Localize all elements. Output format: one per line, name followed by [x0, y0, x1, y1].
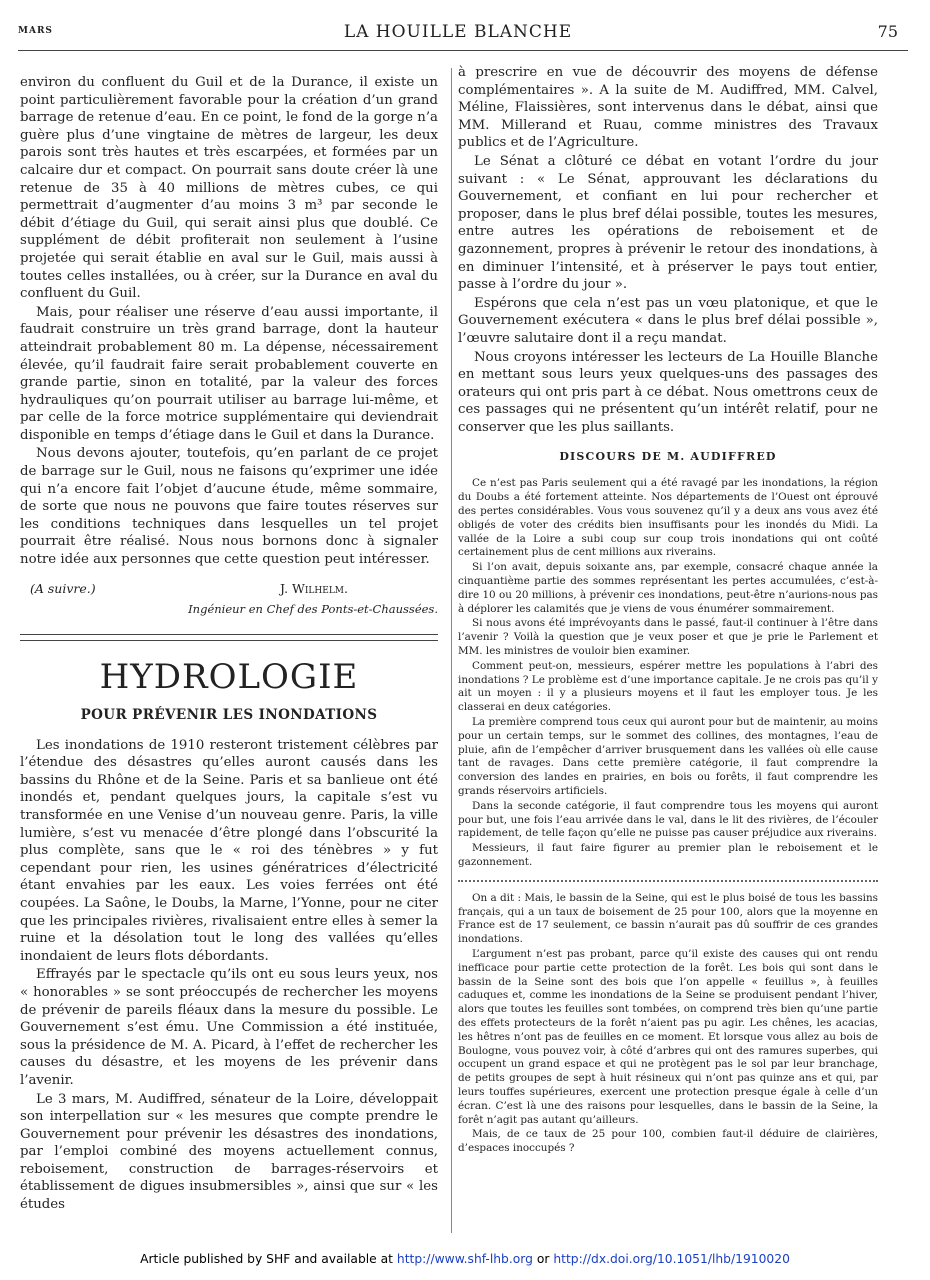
- paragraph: à prescrire en vue de découvrir des moyens de défense complémentaires ». A la suite de M. Audiffred, MM. Calvel, Méline, Flaissières, sont intervenus dans le débat, ainsi que MM. Millerand et Ruau, comme ministres des Travaux publics et de l’Agriculture.: [458, 65, 878, 151]
- page-header: [18, 20, 898, 44]
- header-rule: [18, 50, 908, 51]
- speech-paragraph: La première comprend tous ceux qui auront pour but de maintenir, au moins pour un certain temps, sur le sommet des collines, des montagnes, l’eau de pluie, afin de l’empêcher d’arriver brusquement dans les vallées où elle cause tant de ravages. Dans cette première catégorie, il faut comprendre la conversion des landes en prairies, en bois ou forêts, il faut comprendre les grands réservoirs artificiels.: [458, 716, 878, 797]
- paragraph: environ du confluent du Guil et de la Durance, il existe un point particulièrement favorable pour la création d’un grand barrage de retenue d’eau. En ce point, le fond de la gorge n’a guère plus d’une vingtaine de mètres de largeur, les deux parois sont très hautes et très escarpées, et formées par un calcaire dur et compact. On pourrait sans doute créer là une retenue de 35 à 40 millions de mètres cubes, ce qui permettrait d’augmenter d’au moins 3 m³ par seconde le débit d’étiage du Guil, qui serait ainsi plus que doublé. Ce supplément de débit profiterait non seulement à l’usine projetée qui serait établie en aval sur le Guil, mais aussi à toutes celles installées, ou à créer, sur la Durance en aval du confluent du Guil.: [20, 75, 438, 302]
- to-follow: (A suivre.): [30, 580, 96, 596]
- paragraph: Nous croyons intéresser les lecteurs de La Houille Blanche en mettant sous leurs yeux quelques-uns des passages des orateurs qui ont pris part à ce débat. Nous omettrons ceux de ces passages qui ne présentent qu’un intérêt relatif, pour ne conserver que les plus saillants.: [458, 349, 878, 435]
- footer-link-shf[interactable]: http://www.shf-lhb.org: [396, 1252, 533, 1266]
- speech-paragraph: L’argument n’est pas probant, parce qu’il existe des causes qui ont rendu inefficace pour partie cette protection de la forêt. Les bois qui sont dans le bassin de la Seine sont des bois que l’on appelle « feuillus », à feuilles caduques et, comme les inondations de la Seine se produisent pendant l’hiver, alors que toutes les feuilles sont tombées, on comprend très bien qu’une partie des effets protecteurs de la forêt n’aient pas pu agir. Les chênes, les acacias, les hêtres n’ont pas de feuilles en ce moment. Et lorsque vous allez au bois de Boulogne, vous pouvez voir, à côté d’arbres qui ont des ramures superbes, qui occupent un grand espace et qui ne protègent pas le sol par leur branchage, de petits groupes de sept à huit résineux qui n’ont pas quinze ans et qui, par leurs touffes supérieures, exercent une protection presque égale à celle d’un écran. C’est là une des raisons pour lesquelles, dans le bassin de la Seine, la forêt n’agit pas autant qu’ailleurs.: [458, 947, 878, 1126]
- paragraph: Nous devons ajouter, toutefois, qu’en parlant de ce projet de barrage sur le Guil, nous ne faisons qu’exprimer une idée qui n’a encore fait l’objet d’aucune étude, même sommaire, de sorte que nous ne pouvons que faire toutes réserves sur les conditions techniques dans lesquelles un tel projet pourrait être réalisé. Nous nous bornons donc à signaler notre idée aux personnes que cette question peut intéresser.: [20, 446, 438, 568]
- paragraph: Le 3 mars, M. Audiffred, sénateur de la Loire, développait son interpellation sur « les mesures que compte prendre le Gouvernement pour prévenir les désastres des inondations, par l’emploi combiné des moyens actuellement connus, reboisement, construction de barrages-réservoirs et établissement de digues insubmersibles », ainsi que sur « les études: [20, 1091, 438, 1213]
- article-title: POUR PRÉVENIR LES INONDATIONS: [80, 706, 378, 723]
- section-divider: [20, 634, 438, 641]
- speech-paragraph: Ce n’est pas Paris seulement qui a été ravagé par les inondations, la région du Doubs a été fortement atteinte. Nos départements de l’Ouest ont éprouvé des pertes considérables. Vous vous souvenez qu’il y a deux ans vous avez été obligés de voter des crédits bien insuffisants pour les inondés du Midi. La vallée de la Loire a subi coup sur coup trois inondations qui ont coûté certainement plus de cent millions aux riverains.: [458, 477, 878, 559]
- paragraph: Le Sénat a clôturé ce débat en votant l’ordre du jour suivant : « Le Sénat, approuvant les déclarations du Gouvernement, et confiant en lui pour rechercher et proposer, dans le plus bref délai possible, toutes les mesures, entre autres les opérations de reboisement et de gazonnement, propres à prévenir le retour des inondations, à en diminuer l’intensité, et à préserver le pays tout entier, passe à l’ordre du jour ».: [458, 153, 878, 293]
- right-column: [458, 64, 878, 1157]
- header-month: MARS: [18, 26, 53, 36]
- author-name: J. Wilhelm.: [280, 580, 348, 596]
- author-role: Ingénieur en Chef des Ponts-et-Chaussées.: [188, 601, 438, 616]
- footer-link-doi[interactable]: http://dx.doi.org/10.1051/lhb/1910020: [553, 1252, 790, 1266]
- speech-paragraph: Si l’on avait, depuis soixante ans, par exemple, consacré chaque année la cinquantième partie des sommes représentant les pertes accumulées, c’est-à-dire 10 ou 20 millions, à prévenir ces inondations, peut-être n’aurions-nous pas à déplorer les calamités que je viens de vous énumérer sommairement.: [458, 561, 878, 615]
- section-title: HYDROLOGIE: [99, 656, 359, 697]
- left-column: [20, 74, 438, 1215]
- speech-paragraph: Mais, de ce taux de 25 pour 100, combien faut-il déduire de clairières, d’espaces inoccupés ?: [458, 1128, 878, 1155]
- paragraph: Les inondations de 1910 resteront tristement célèbres par l’étendue des désastres qu’elles auront causés dans les bassins du Rhône et de la Seine. Paris et sa banlieue ont été inondés et, pendant quelques jours, la capitale s’est vu transformée en une Venise d’un nouveau genre. Paris, la ville lumière, s’est vu menacée d’être plongé dans l’obscurité la plus complète, sans que le « roi des ténèbres » y fut cependant pour rien, les usines génératrices d’électricité étant envahies par les eaux. Les voies ferrées ont été coupées. La Saône, le Doubs, la Marne, l’Yonne, pour ne citer que les principales rivières, rivalisaient entre elles à semer la ruine et la désolation tout le long des vallées qu’elles inondaient de leurs flots débordants.: [20, 737, 438, 964]
- signature-line: [20, 581, 438, 596]
- journal-title: LA HOUILLE BLANCHE: [343, 22, 573, 42]
- column-rule: [451, 68, 452, 1233]
- speech-paragraph: Comment peut-on, messieurs, espérer mettre les populations à l’abri des inondations ? Le problème est d’une importance capitale. Je ne crois pas qu’il y ait un moyen : il y a plusieurs moyens et il faut les employer tous. Je les classerai en deux catégories.: [458, 659, 878, 714]
- footer: [0, 1252, 930, 1266]
- speech-heading: DISCOURS DE M. AUDIFFRED: [559, 450, 777, 464]
- footer-or: or: [532, 1252, 554, 1266]
- page-number: 75: [877, 22, 898, 41]
- paragraph: Effrayés par le spectacle qu’ils ont eu sous leurs yeux, nos « honorables » se sont préoccupés de rechercher les moyens de prévenir de pareils fléaux dans la mesure du possible. Le Gouvernement s’est ému. Une Commission a été instituée, sous la présidence de M. A. Picard, à l’effet de rechercher les causes du désastre, et les moyens de les prévenir dans l’avenir.: [20, 967, 438, 1088]
- speech-paragraph: Messieurs, il faut faire figurer au premier plan le reboisement et le gazonnement.: [458, 842, 878, 868]
- paragraph: Espérons que cela n’est pas un vœu platonique, et que le Gouvernement exécutera « dans le plus bref délai possible », l’œuvre salutaire dont il a reçu mandat.: [458, 295, 878, 346]
- footer-text: Article published by SHF and available at: [140, 1252, 397, 1266]
- speech-paragraph: Dans la seconde catégorie, il faut comprendre tous les moyens qui auront pour but, une fois l’eau arrivée dans le val, dans le lit des rivières, de l’écouler rapidement, de telle façon qu’elle ne puisse pas causer préjudice aux riverains.: [458, 799, 878, 840]
- paragraph: Mais, pour réaliser une réserve d’eau aussi importante, il faudrait construire un très grand barrage, dont la hauteur atteindrait probablement 80 m. La dépense, nécessairement élevée, qu’il faudrait faire serait probablement couverte en grande partie, sinon en totalité, par la valeur des forces hydrauliques qu’on pourrait utiliser au barrage lui-même, et par celle de la force motrice supplémentaire qui deviendrait disponible en temps d’étiage dans le Guil et dans la Durance.: [20, 304, 438, 443]
- dotted-separator: [458, 880, 878, 882]
- speech-paragraph: On a dit : Mais, le bassin de la Seine, qui est le plus boisé de tous les bassins français, qui a un taux de boisement de 25 pour 100, alors que la moyenne en France est de 17 seulement, ce bassin n’aurait pas dû souffrir de ces grandes inondations.: [458, 891, 878, 946]
- speech-paragraph: Si nous avons été imprévoyants dans le passé, faut-il continuer à l’être dans l’avenir ? Voilà la question que je veux poser et que je prie le Parlement et MM. les ministres de vouloir bien examiner.: [458, 617, 878, 658]
